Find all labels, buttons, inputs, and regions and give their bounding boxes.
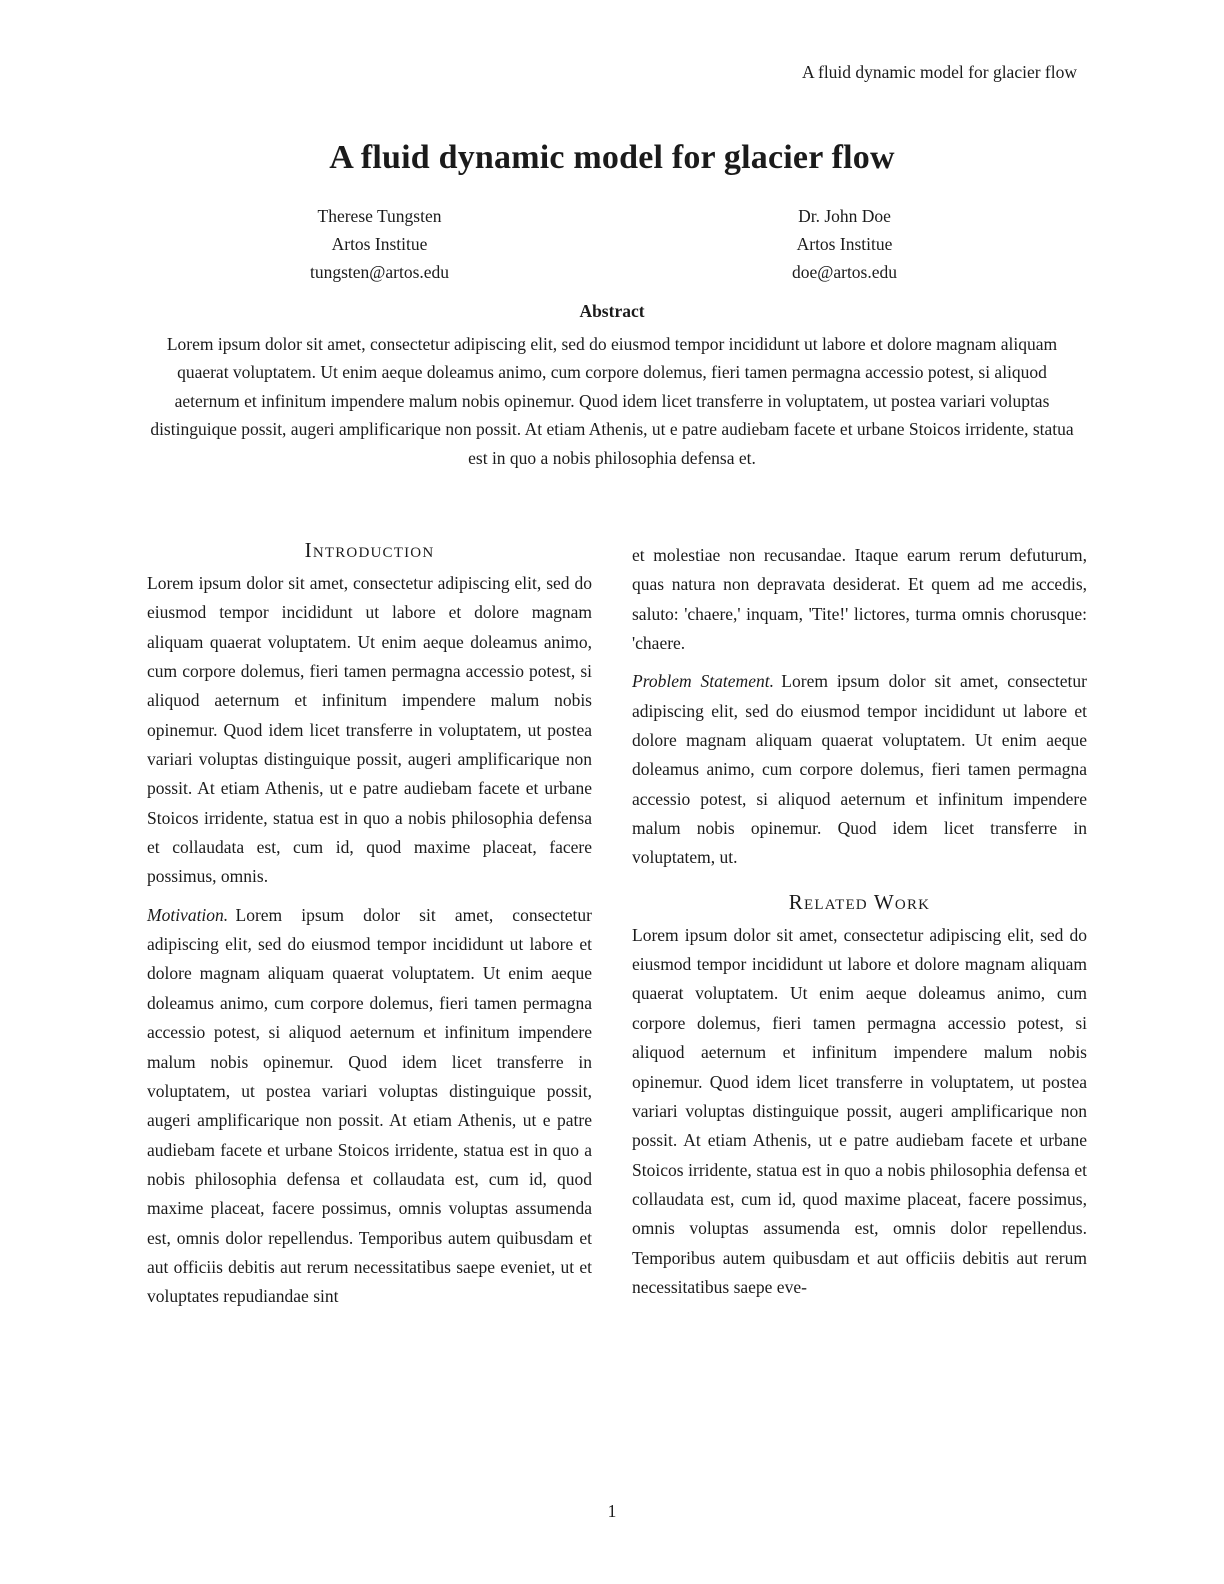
- right-column: [632, 537, 1087, 1312]
- author-1-name: Therese Tungsten: [317, 206, 442, 226]
- author-1-affiliation: Artos Institue: [331, 234, 428, 254]
- author-2-email: doe@artos.edu: [791, 262, 898, 282]
- abstract-heading: Abstract: [579, 301, 645, 321]
- motivation-runin-heading: Motivation.: [147, 904, 229, 925]
- abstract-section: [147, 299, 1077, 472]
- motivation-text: Lorem ipsum dolor sit amet, consectetur adipiscing elit, sed do eiusmod tempor incididunt ut labore et dolore magnam aliquam quaerat voluptatem. Ut enim aeque doleamus animo, cum corpore dolemus, fieri tamen permagna accessio potest, si aliquod aeternum et infinitum impendere malum nobis opinemur. Quod idem licet transferre in voluptatem, ut postea variari voluptas distinguique possit, augeri amplificarique non possit. At etiam Athenis, ut e patre audiebam facete et urbane Stoicos irridente, statua est in quo a nobis philosophia defensa et collaudata est, cum id, quod maxime placeat, facere possimus, omnis voluptas assumenda est, omnis dolor repellendus. Temporibus autem quibusdam et aut officiis debitis aut rerum necessitatibus saepe eveniet, ut et voluptates repudiandae sint: [147, 904, 592, 1307]
- two-column-body: [147, 537, 1087, 1312]
- section-heading-introduction: Introduction: [304, 538, 435, 562]
- motivation-continuation-paragraph: et molestiae non recusandae. Itaque earum rerum defuturum, quas natura non depravata desiderat. Et quem ad me accedis, saluto: 'chaere,' inquam, 'Tite!' lictores, turma omnis chorusque: 'chaere.: [632, 545, 1087, 654]
- abstract-text: Lorem ipsum dolor sit amet, consectetur adipiscing elit, sed do eiusmod tempor incididunt ut labore et dolore magnam aliquam quaerat voluptatem. Ut enim aeque doleamus animo, cum corpore dolemus, fieri tamen permagna accessio potest, si aliquod aeternum et infinitum impendere malum nobis opinemur. Quod idem licet transferre in voluptatem, ut postea variari voluptas distinguique possit, augeri amplificarique non possit. At etiam Athenis, ut e patre audiebam facete et urbane Stoicos irridente, statua est in quo a nobis philosophia defensa et.: [150, 334, 1074, 468]
- author-2-name: Dr. John Doe: [798, 206, 891, 226]
- author-1-email: tungsten@artos.edu: [309, 262, 450, 282]
- page-number: 1: [607, 1501, 617, 1521]
- introduction-paragraph: Lorem ipsum dolor sit amet, consectetur adipiscing elit, sed do eiusmod tempor incididunt ut labore et dolore magnam aliquam quaerat voluptatem. Ut enim aeque doleamus animo, cum corpore dolemus, fieri tamen permagna accessio potest, si aliquod aeternum et infinitum impendere malum nobis opinemur. Quod idem licet transferre in voluptatem, ut postea variari voluptas distinguique possit, augeri amplificarique non possit. At etiam Athenis, ut e patre audiebam facete et urbane Stoicos irridente, statua est in quo a nobis philosophia defensa et collaudata est, cum id, quod maxime placeat, facere possimus, omnis.: [147, 573, 592, 887]
- author-block: [147, 202, 1077, 286]
- running-header: A fluid dynamic model for glacier flow: [801, 62, 1077, 82]
- problem-statement-text: Lorem ipsum dolor sit amet, consectetur adipiscing elit, sed do eiusmod tempor incididunt ut labore et dolore magnam aliquam quaerat voluptatem. Ut enim aeque doleamus animo, cum corpore dolemus, fieri tamen permagna accessio potest, si aliquod aeternum et infinitum impendere malum nobis opinemur. Quod idem licet transferre in voluptatem, ut.: [632, 671, 1087, 868]
- related-work-paragraph: Lorem ipsum dolor sit amet, consectetur adipiscing elit, sed do eiusmod tempor incididunt ut labore et dolore magnam aliquam quaerat voluptatem. Ut enim aeque doleamus animo, cum corpore dolemus, fieri tamen permagna accessio potest, si aliquod aeternum et infinitum impendere malum nobis opinemur. Quod idem licet transferre in voluptatem, ut postea variari voluptas distinguique possit, augeri amplificarique non possit. At etiam Athenis, ut e patre audiebam facete et urbane Stoicos irridente, statua est in quo a nobis philosophia defensa et collaudata est, cum id, quod maxime placeat, facere possimus, omnis voluptas assumenda est, omnis dolor repellendus. Temporibus autem quibusdam et aut officiis debitis aut rerum necessitatibus saepe eve-: [632, 924, 1087, 1297]
- paper-title: A fluid dynamic model for glacier flow: [329, 139, 895, 176]
- left-column: [147, 537, 592, 1312]
- problem-statement-runin-heading: Problem Statement.: [632, 671, 774, 692]
- author-2: [612, 202, 1077, 286]
- author-2-affiliation: Artos Institue: [796, 234, 893, 254]
- author-1: [147, 202, 612, 286]
- motivation-paragraph: [147, 901, 592, 1312]
- problem-statement-paragraph: [632, 667, 1087, 872]
- section-heading-related-work: Related Work: [788, 889, 931, 914]
